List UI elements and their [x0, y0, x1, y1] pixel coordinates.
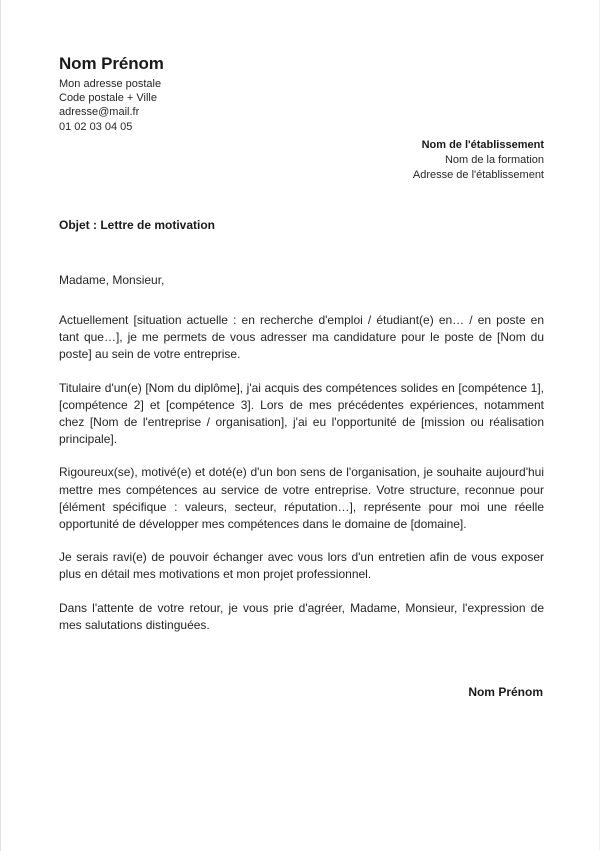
signature-name: Nom Prénom — [468, 685, 543, 699]
recipient-block — [413, 138, 544, 183]
salutation: Madame, Monsieur, — [59, 273, 165, 287]
sender-block — [59, 53, 164, 134]
sender-address-line: Mon adresse postale — [59, 78, 162, 90]
sender-name: Nom Prénom — [59, 54, 164, 73]
body-paragraph-2: Titulaire d'un(e) [Nom du diplôme], j'ai acquis des compétences solides en [compétence 1], [compétence 2] et [compétence 3]. Lors de mes précédentes expériences, notamment chez [Nom de l'entreprise / organisation], j'ai eu l'opportunité de [mission ou réalisation principale]. — [59, 380, 544, 447]
body-paragraph-3: Rigoureux(se), motivé(e) et doté(e) d'un bon sens de l'organisation, je souhaite aujourd'hui mettre mes compétences au service de votre entreprise. Votre structure, reconnue pour [élément spécifique : valeurs, secteur, réputation…], représente pour moi une réelle opportunité de développer mes compétences dans le domaine de [domaine]. — [59, 465, 544, 532]
subject-line: Objet : Lettre de motivation — [59, 218, 216, 232]
recipient-address: Adresse de l'établissement — [412, 169, 544, 181]
recipient-program: Nom de la formation — [444, 154, 544, 166]
sender-email-line: adresse@mail.fr — [59, 106, 140, 119]
body-paragraph-4: Je serais ravi(e) de pouvoir échanger avec vous lors d'un entretien afin de vous exposer plus en détail mes motivations et mon projet professionnel. — [59, 550, 544, 582]
sender-city-line: Code postale + Ville — [59, 92, 157, 105]
body-paragraph-1: Actuellement [situation actuelle : en recherche d'emploi / étudiant(e) en… / en poste en tant que…], je me permets de vous adresser ma candidature pour le poste de [Nom du poste] au sein de votre entreprise. — [59, 313, 544, 362]
body-paragraph-5: Dans l'attente de votre retour, je vous prie d'agréer, Madame, Monsieur, l'expression de mes salutations distinguées. — [59, 600, 544, 632]
sender-phone-line: 01 02 03 04 05 — [59, 120, 133, 133]
letter-body — [59, 272, 544, 634]
recipient-establishment: Nom de l'établissement — [421, 139, 544, 151]
